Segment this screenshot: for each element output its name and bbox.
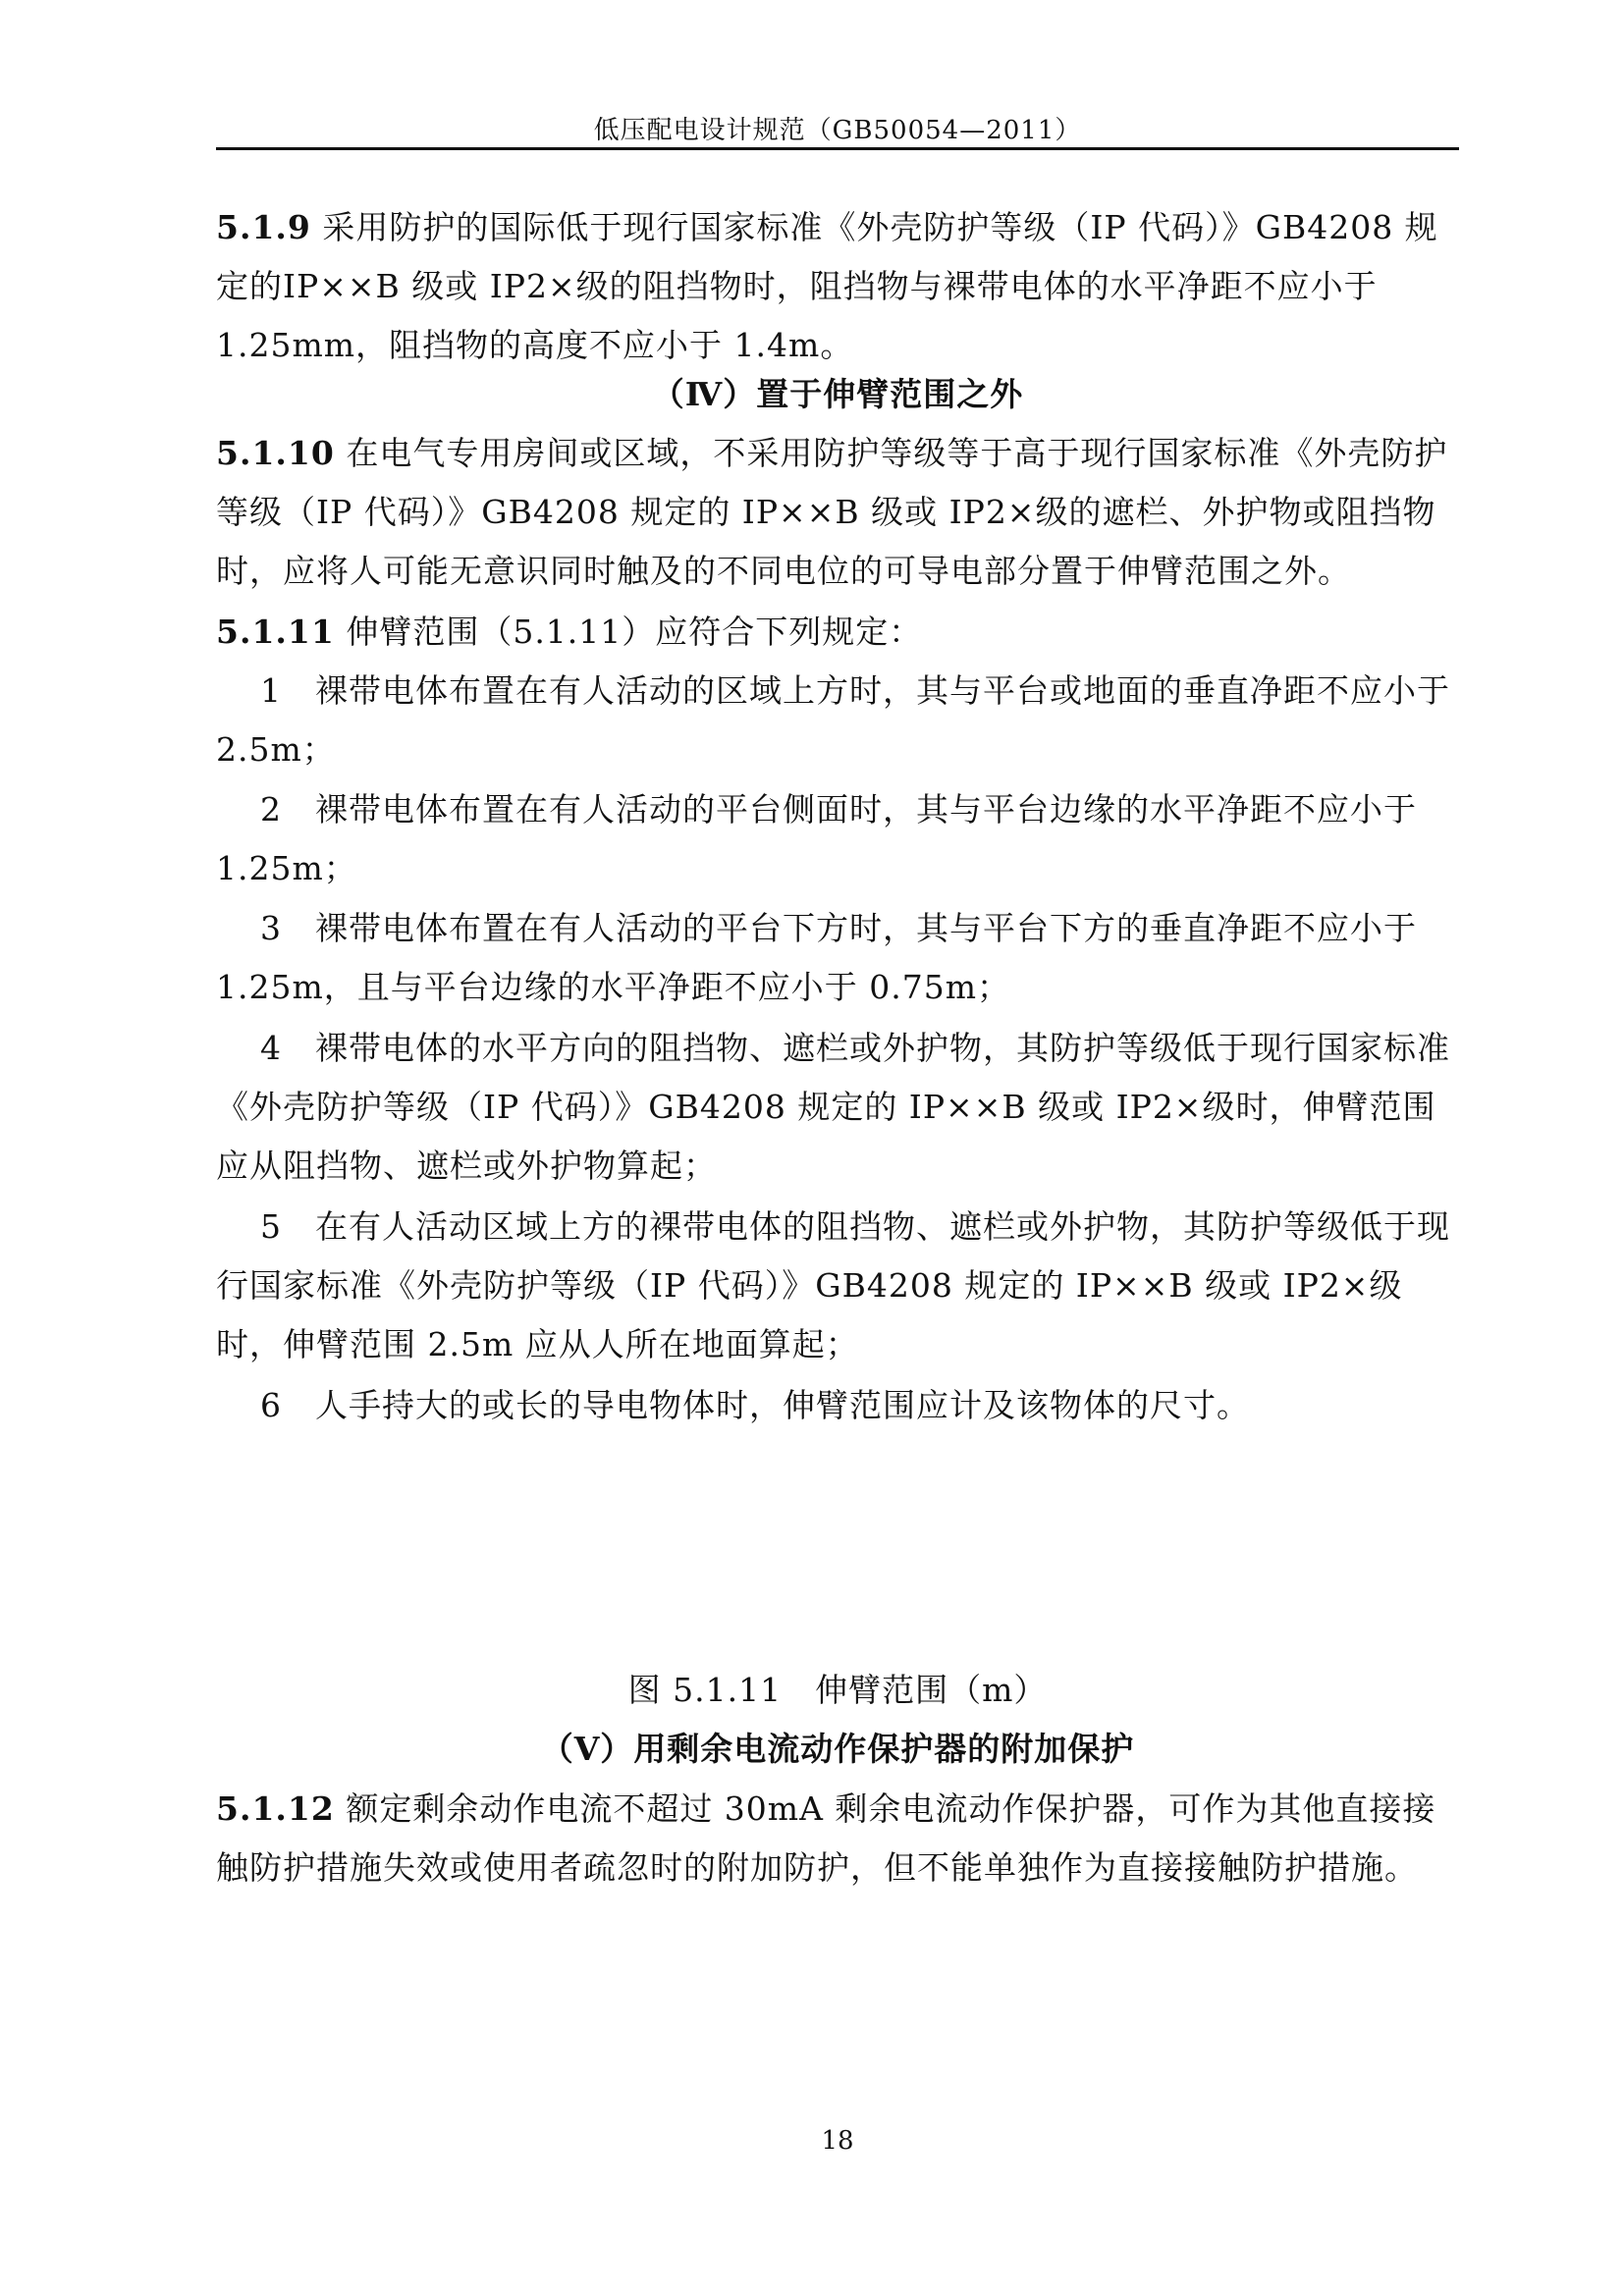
clause-5-1-10 [216,424,1463,601]
clause-number: 5.1.12 [216,1789,335,1828]
list-item: 6 人手持大的或长的导电物体时，伸臂范围应计及该物体的尺寸。 [260,1386,1250,1424]
section-heading-v: （Ⅴ）用剩余电流动作保护器的附加保护 [540,1730,1135,1768]
running-header: 低压配电设计规范（GB50054—2011） [593,116,1082,145]
clause-number: 5.1.9 [216,208,311,246]
figure-caption: 图 5.1.11 伸臂范围（m） [627,1671,1048,1709]
clause-text: 伸臂范围（5.1.11）应符合下列规定： [334,613,923,651]
list-item: 2 裸带电体布置在有人活动的平台侧面时，其与平台边缘的水平净距不应小于 1.25m； [216,790,1417,887]
header-rule [216,147,1459,150]
list-item: 4 裸带电体的水平方向的阻挡物、遮栏或外护物，其防护等级低于现行国家标准《外壳防护等级（IP 代码）》GB4208 规定的 IP××B 级或 IP2×级时，伸臂范围应从阻挡物、遮栏或外护物算起； [216,1029,1450,1185]
clause-number: 5.1.11 [216,613,335,651]
clause-text: 在电气专用房间或区域，不采用防护等级等于高于现行国家标准《外壳防护等级（IP 代码）》GB4208 规定的 IP××B 级或 IP2×级的遮栏、外护物或阻挡物时，应将人可能无意识同时触及的不同电位的可导电部分置于伸臂范围之外。 [216,434,1448,590]
clause-5-1-11 [216,603,1463,662]
list-item: 3 裸带电体布置在有人活动的平台下方时，其与平台下方的垂直净距不应小于 1.25m，且与平台边缘的水平净距不应小于 0.75m； [216,909,1417,1006]
list-item: 5 在有人活动区域上方的裸带电体的阻挡物、遮栏或外护物，其防护等级低于现行国家标准《外壳防护等级（IP 代码）》GB4208 规定的 IP××B 级或 IP2×级时，伸臂范围 2.5m 应从人所在地面算起； [216,1207,1450,1363]
clause-5-1-12 [216,1780,1463,1897]
page-number: 18 [821,2126,854,2156]
clause-number: 5.1.10 [216,434,335,472]
section-heading-iv: （Ⅳ）置于伸臂范围之外 [651,375,1024,413]
list-item: 1 裸带电体布置在有人活动的区域上方时，其与平台或地面的垂直净距不应小于 2.5m； [216,671,1450,769]
clause-text: 采用防护的国际低于现行国家标准《外壳防护等级（IP 代码）》GB4208 规定的IP××B 级或 IP2×级的阻挡物时，阻挡物与裸带电体的水平净距不应小于 1.25mm，阻挡物的高度不应小于 1.4m。 [216,208,1438,364]
clause-5-1-9 [216,198,1463,375]
clause-text: 额定剩余动作电流不超过 30mA 剩余电流动作保护器，可作为其他直接接触防护措施失效或使用者疏忽时的附加防护，但不能单独作为直接接触防护措施。 [216,1789,1436,1887]
